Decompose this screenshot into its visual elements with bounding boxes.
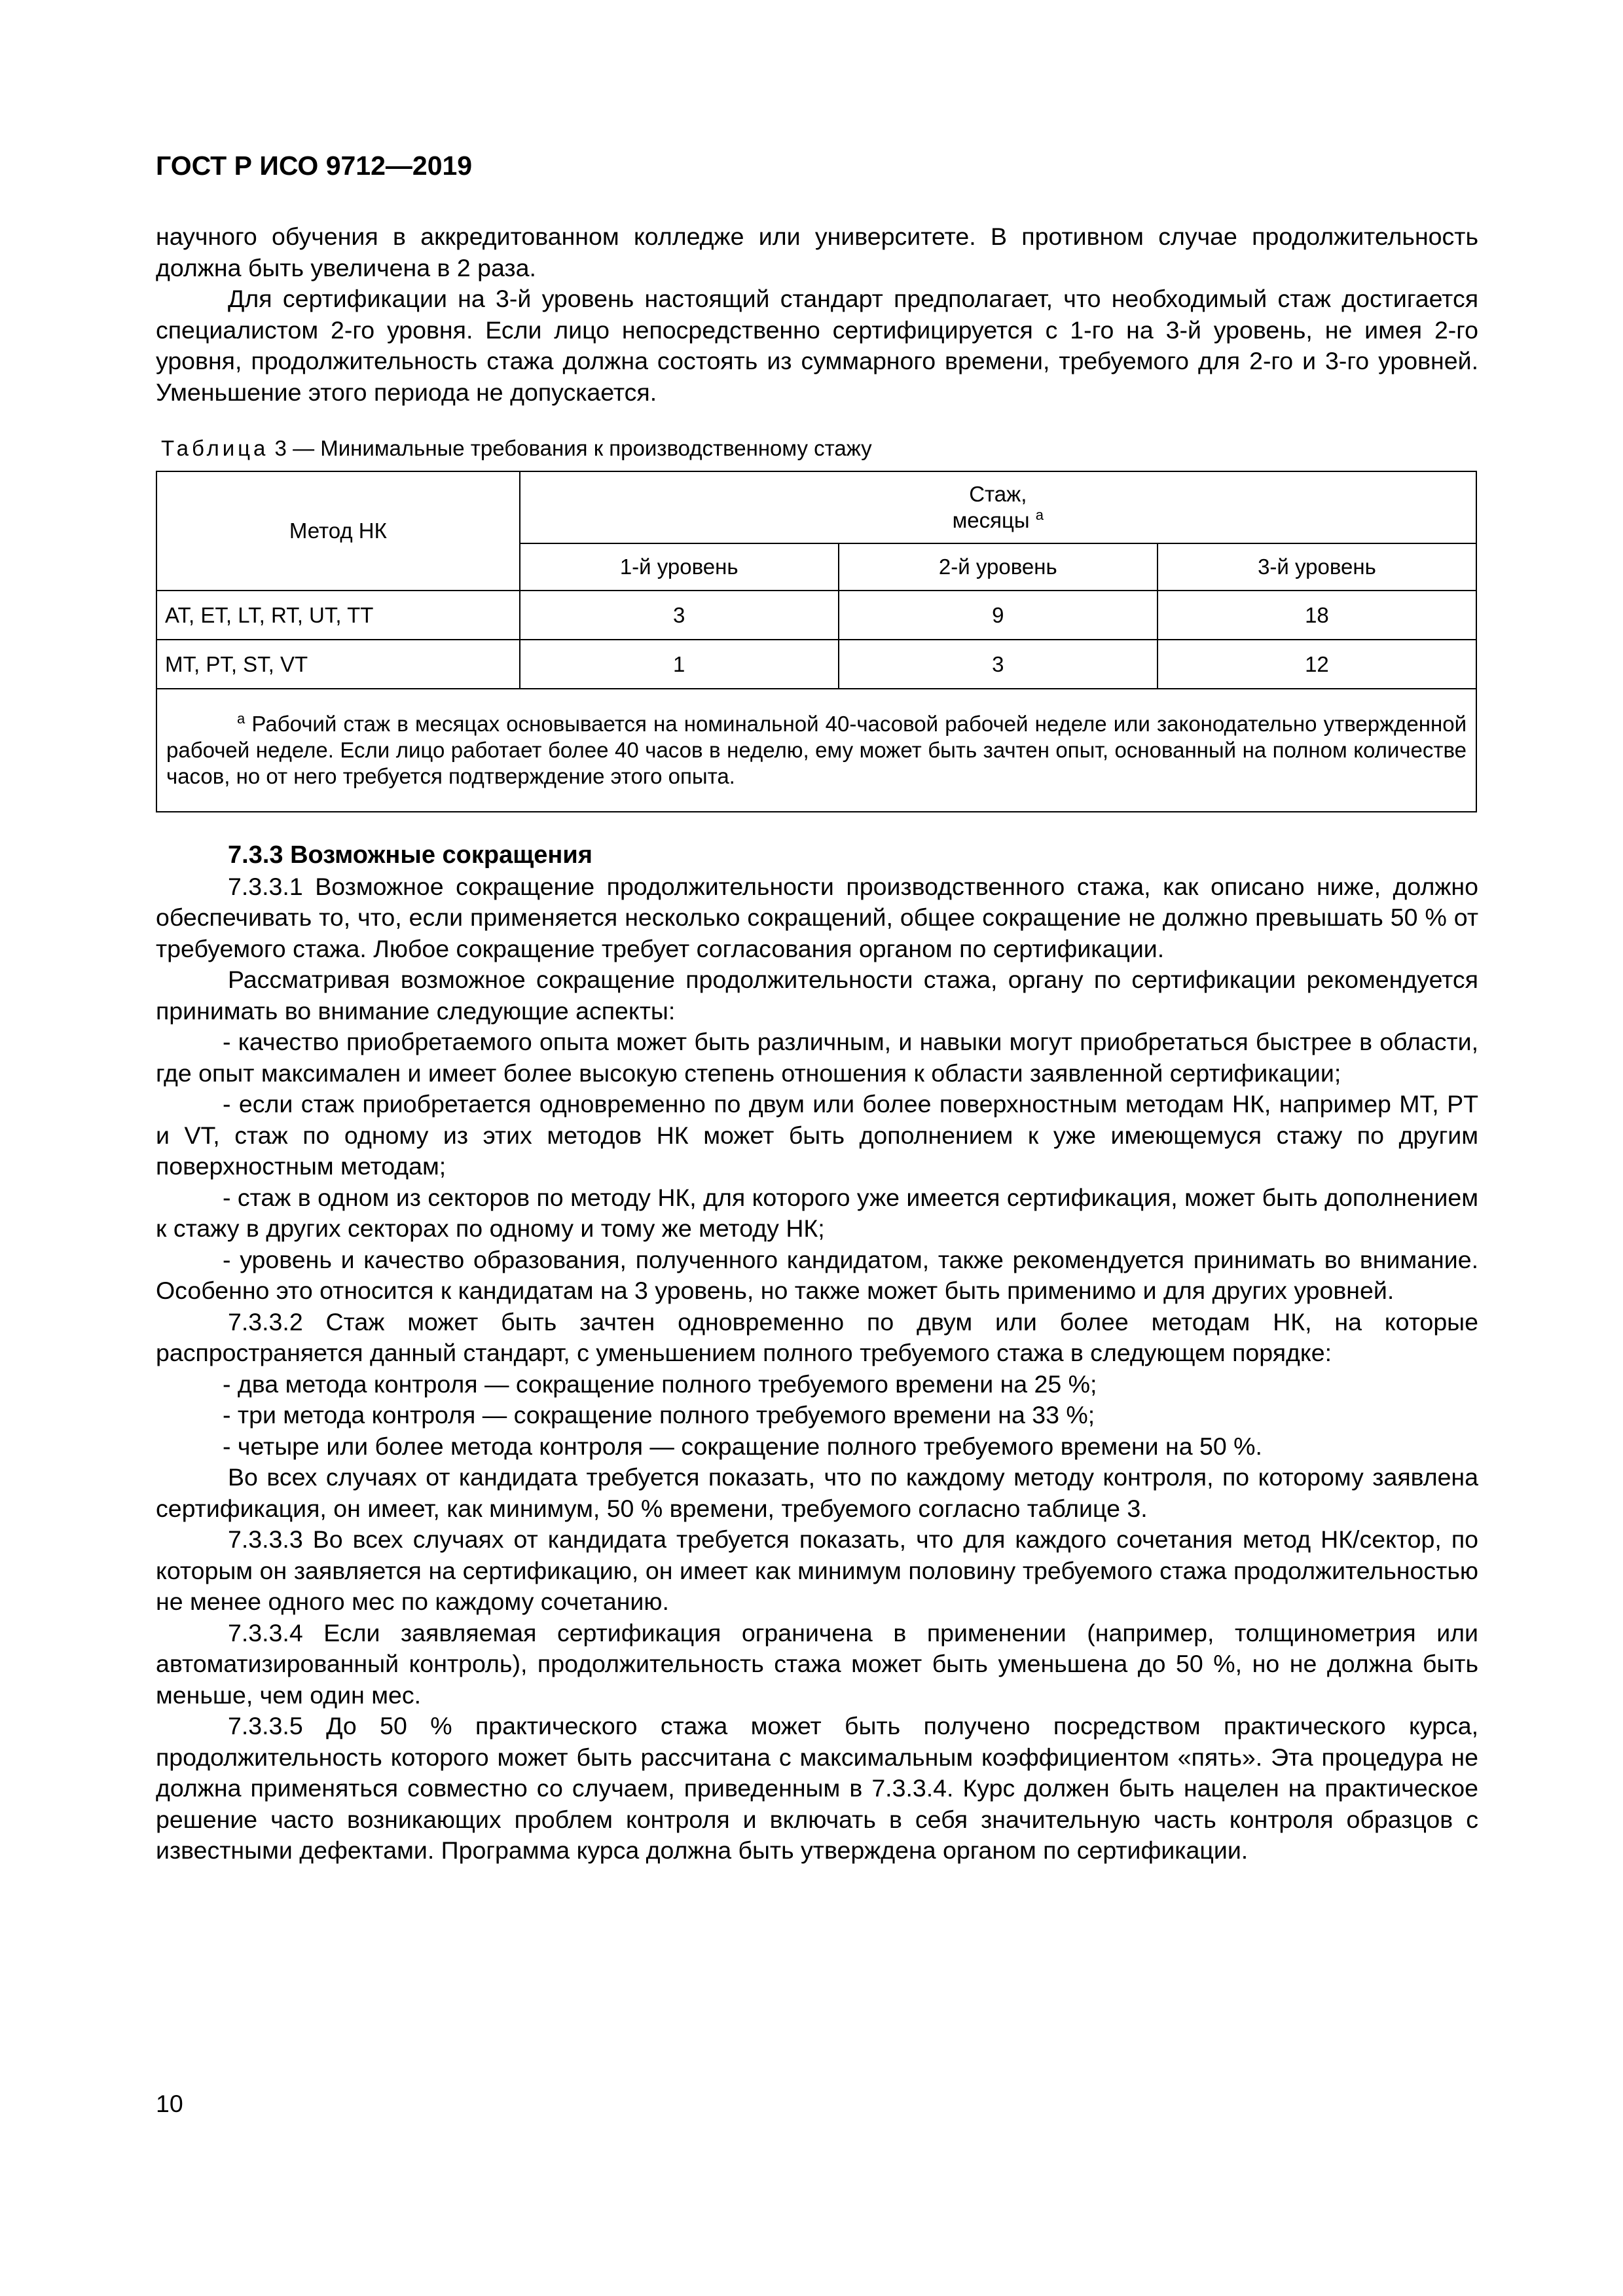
row-value-level-2: 9 <box>839 591 1158 640</box>
header-level-3: 3-й уровень <box>1158 543 1476 591</box>
list-item-aspect: - стаж в одном из секторов по методу НК, для которого уже имеется сертификация, может быть дополнением к стажу в других секторах по одному и тому же методу НК; <box>156 1183 1478 1242</box>
header-experience-line2: месяцы <box>952 508 1030 532</box>
header-level-1: 1-й уровень <box>520 543 839 591</box>
footnote-mark: a <box>237 710 246 727</box>
paragraph-level3: Для сертификации на 3-й уровень настоящий стандарт предполагает, что необходимый стаж достигается специалистом 2-го уровня. Если лицо непосредственно сертифицируется с 1-го на 3-й уровень, не имея 2-го уровня, продолжительность стажа должна состоять из суммарного времени, требуемого для 2-го и 3-го уровней. Уменьшение этого периода не допускается. <box>156 285 1478 406</box>
table-footnote-content <box>166 711 1467 790</box>
row-value-level-3: 18 <box>1158 591 1476 640</box>
row-value-level-3: 12 <box>1158 640 1476 689</box>
table-caption-prefix: Таблица <box>161 436 269 460</box>
list-item-aspect: - если стаж приобретается одновременно по двум или более поверхностным методам НК, например MT, PT и VT, стаж по одному из этих методов НК может быть дополнением к уже имеющемуся стажу по другим поверхностным методам; <box>156 1090 1478 1180</box>
header-level-2: 2-й уровень <box>839 543 1158 591</box>
experience-requirements-table <box>156 471 1477 812</box>
list-item-reduction: - четыре или более метода контроля — сокращение полного требуемого времени на 50 %. <box>223 1432 1262 1460</box>
paragraph-intro-continuation: научного обучения в аккредитованном колледже или университете. В противном случае продолжительность должна быть увеличена в 2 раза. <box>156 223 1478 282</box>
row-method: AT, ET, LT, RT, UT, TT <box>156 591 520 640</box>
table-caption-text: 3 — Минимальные требования к производственному стажу <box>268 436 872 460</box>
standard-header: ГОСТ Р ИСО 9712—2019 <box>156 151 473 181</box>
footnote-mark: a <box>1035 507 1044 523</box>
table-footnote <box>156 689 1476 812</box>
page-number: 10 <box>156 2090 183 2117</box>
paragraph-aspects: Рассматривая возможное сокращение продолжительности стажа, органу по сертификации рекомендуется принимать во внимание следующие аспекты: <box>156 966 1478 1025</box>
table-caption <box>161 435 1478 462</box>
paragraph-7332: 7.3.3.2 Стаж может быть зачтен одновременно по двум или более методам НК, на которые распространяется данный стандарт, с уменьшением полного требуемого стажа в следующем порядке: <box>156 1307 1478 1366</box>
header-experience <box>520 471 1476 543</box>
list-item-aspect: - качество приобретаемого опыта может быть различным, и навыки могут приобретаться быстрее в области, где опыт максимален и имеет более высокую степень отношения к области заявленной сертификации; <box>156 1028 1478 1087</box>
row-method: MT, PT, ST, VT <box>156 640 520 689</box>
table-row <box>156 640 1476 689</box>
paragraph-7334: 7.3.3.4 Если заявляемая сертификация ограничена в применении (например, толщинометрия или автоматизированный контроль), продолжительность стажа может быть уменьшена до 50 %, но не должна быть меньше, чем один мес. <box>156 1618 1478 1709</box>
row-value-level-1: 1 <box>520 640 839 689</box>
list-item-aspect: - уровень и качество образования, полученного кандидатом, также рекомендуется принимать во внимание. Особенно это относится к кандидатам на 3 уровень, но также может быть применимо и для других уровней. <box>156 1245 1478 1304</box>
list-item-reduction: - два метода контроля — сокращение полного требуемого времени на 25 %; <box>223 1370 1097 1398</box>
paragraph-7331: 7.3.3.1 Возможное сокращение продолжительности производственного стажа, как описано ниже, должно обеспечивать то, что, если применяется несколько сокращений, общее сокращение не должно превышать 50 % от требуемого стажа. Любое сокращение требует согласования органом по сертификации. <box>156 872 1478 962</box>
paragraph-7335: 7.3.3.5 До 50 % практического стажа может быть получено посредством практического курса, продолжительность которого может быть рассчитана с максимальным коэффициентом «пять». Эта процедура не должна применяться совместно со случаем, приведенным в 7.3.3.4. Курс должен быть нацелен на практическое решение часто возникающих проблем контроля и включать в себя значительную часть контроля образцов с известными дефектами. Программа курса должна быть утверждена органом по сертификации. <box>156 1712 1478 1864</box>
paragraph-7333: 7.3.3.3 Во всех случаях от кандидата требуется показать, что для каждого сочетания метод НК/сектор, по которым он заявляется на сертификацию, он имеет как минимум половину требуемого стажа продолжительностью не менее одного мес по каждому сочетанию. <box>156 1525 1478 1615</box>
table-footnote-text: Рабочий стаж в месяцах основывается на номинальной 40-часовой рабочей неделе или законодательно утвержденной рабочей неделе. Если лицо работает более 40 часов в неделю, ему может быть зачтен опыт, основанный на полном количестве часов, но от него требуется подтверждение этого опыта. <box>166 712 1467 788</box>
table-row <box>156 591 1476 640</box>
row-value-level-1: 3 <box>520 591 839 640</box>
section-title: 7.3.3 Возможные сокращения <box>228 841 593 869</box>
table-footnote-row <box>156 689 1476 812</box>
list-item-reduction: - три метода контроля — сокращение полного требуемого времени на 33 %; <box>223 1401 1095 1429</box>
header-method: Метод НК <box>156 471 520 591</box>
header-experience-line1: Стаж, <box>969 482 1027 506</box>
document-page <box>156 149 1478 1867</box>
row-value-level-2: 3 <box>839 640 1158 689</box>
paragraph-all-cases: Во всех случаях от кандидата требуется показать, что по каждому методу контроля, по которому заявлена сертификация, он имеет, как минимум, 50 % времени, требуемого согласно таблице 3. <box>156 1463 1478 1522</box>
table-header-row <box>156 471 1476 543</box>
